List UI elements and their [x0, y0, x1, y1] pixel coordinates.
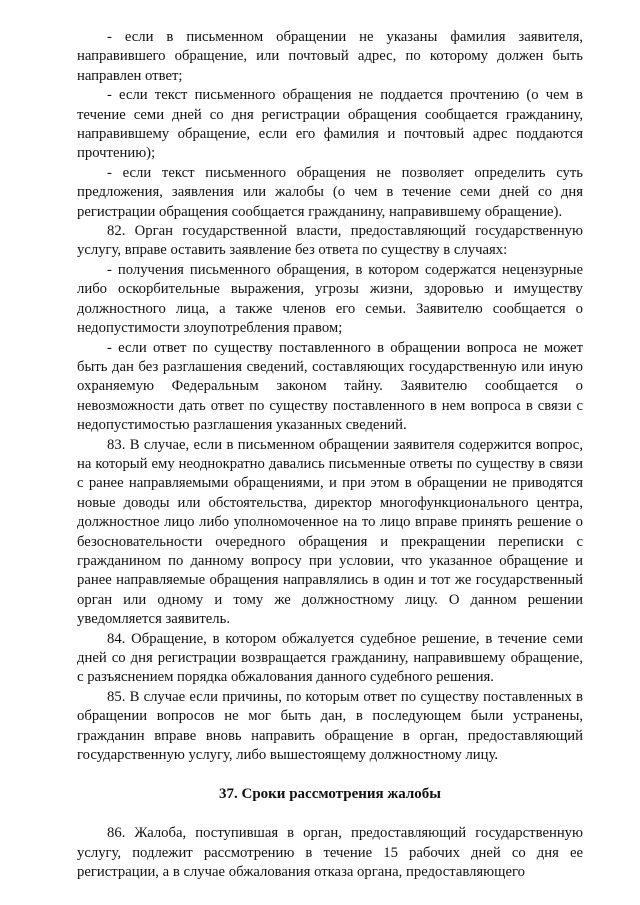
paragraph: 85. В случае если причины, по которым ответ по существу поставленных в обращении вопросов не мог быть дан, в последующем были устранены, гражданин вправе вновь направить обращение в орган, предоставляющий государственную услугу, либо вышестоящему должностному лицу.: [77, 688, 583, 764]
paragraph: 84. Обращение, в котором обжалуется судебное решение, в течение семи дней со дня регистрации возвращается гражданину, направившему обращение, с разъяснением порядка обжалования данного судебного решения.: [77, 630, 583, 686]
paragraph: - если в письменном обращении не указаны фамилия заявителя, направившего обращение, или почтовый адрес, по которому должен быть направлен ответ;: [77, 29, 583, 84]
paragraph: - получения письменного обращения, в котором содержатся нецензурные либо оскорбительные выражения, угрозы жизни, здоровью и имуществу должностного лица, а также членов его семьи. Заявителю сообщается о недопустимости злоупотребления правом;: [77, 261, 583, 337]
paragraph: - если текст письменного обращения не поддается прочтению (о чем в течение семи дней со дня регистрации обращения сообщается гражданину, направившему обращение, если его фамилия и почтовый адрес поддаются прочтению);: [77, 87, 583, 162]
paragraph: 86. Жалоба, поступившая в орган, предоставляющий государственную услугу, подлежит рассмотрению в течение 15 рабочих дней со дня ее регистрации, а в случае обжалования отказа органа, предоставляющего: [77, 825, 583, 881]
document-page: [77, 28, 583, 883]
paragraph: 82. Орган государственной власти, предоставляющий государственную услугу, вправе оставить заявление без ответа по существу в случаях:: [77, 223, 583, 259]
section-heading: 37. Сроки рассмотрения жалобы: [218, 786, 442, 803]
paragraph: 83. В случае, если в письменном обращении заявителя содержится вопрос, на который ему неоднократно давались письменные ответы по существу в связи с ранее направляемыми обращениями, и при этом в обращении не приводятся новые доводы или обстоятельства, директор многофункционального центра, должностное лицо либо уполномоченное на то лицо вправе принять решение о безосновательности очередного обращения и прекращении переписки с гражданином по данному вопросу при условии, что указанное обращение и ранее направляемые обращения направлялись в один и тот же государственный орган или одному и тому же должностному лицу. О данном решении уведомляется заявитель.: [77, 436, 583, 628]
paragraph: - если текст письменного обращения не позволяет определить суть предложения, заявления или жалобы (о чем в течение семи дней со дня регистрации обращения сообщается гражданину, направившему обращение).: [77, 164, 583, 220]
paragraph: - если ответ по существу поставленного в обращении вопроса не может быть дан без разглашения сведений, составляющих государственную или иную охраняемую Федеральным законом тайну. Заявителю сообщается о невозможности дать ответ по существу поставленного в нем вопроса в связи с недопустимостью разглашения указанных сведений.: [77, 339, 583, 434]
